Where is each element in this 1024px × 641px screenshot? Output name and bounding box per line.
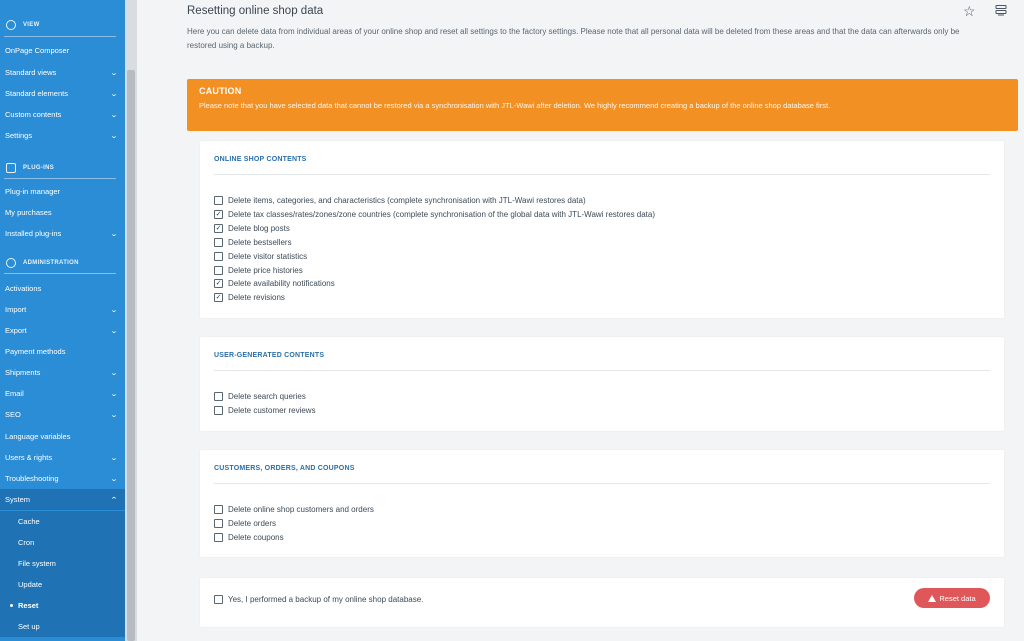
caution-text: Please note that you have selected data that cannot be restored via a synchronisation with JTL-Wawi after deletion. We highly recommend creating a backup of the online shop database first.: [199, 101, 831, 110]
sidebar-divider: [4, 36, 116, 37]
sidebar-group-label: PLUG-INS: [23, 165, 55, 171]
sidebar-item-label: Users & rights: [5, 453, 53, 462]
sidebar-item-settings[interactable]: [0, 125, 125, 146]
checkbox[interactable]: [214, 533, 223, 542]
option-label: Delete coupons: [228, 533, 284, 542]
option-delete-price-histories[interactable]: [214, 264, 303, 277]
caution-title: CAUTION: [199, 86, 242, 96]
option-label: Delete visitor statistics: [228, 252, 308, 261]
section-customers-orders-coupons: [200, 450, 1004, 557]
sidebar: [0, 0, 125, 641]
section-divider: [214, 370, 990, 371]
option-label: Delete tax classes/rates/zones/zone countries (complete synchronisation of the global data with JTL-Wawi restores data): [228, 210, 656, 219]
sidebar-group-plugins: [0, 157, 125, 179]
sidebar-subitem-label: Update: [18, 580, 43, 589]
chevron-down-icon: ⌄: [109, 390, 119, 398]
option-label: Delete availability notifications: [228, 279, 335, 288]
sidebar-item-label: Custom contents: [5, 110, 62, 119]
scrollbar-thumb[interactable]: [127, 70, 135, 641]
checkbox[interactable]: [214, 238, 223, 247]
checkbox-checked[interactable]: ✓: [215, 294, 222, 301]
chevron-down-icon: ⌄: [109, 111, 119, 119]
sidebar-subitem-cron[interactable]: [0, 532, 125, 553]
sidebar-item-label: System: [5, 495, 31, 504]
sidebar-subitem-set-up[interactable]: [0, 616, 125, 637]
reset-data-button-label: Reset data: [939, 593, 976, 603]
sidebar-group-label: VIEW: [23, 22, 40, 28]
sidebar-item-activations[interactable]: [0, 278, 125, 299]
option-backup-confirmed[interactable]: [214, 593, 423, 606]
sidebar-item-payment-methods[interactable]: [0, 341, 125, 362]
chevron-down-icon: ⌄: [109, 90, 119, 98]
sidebar-group-administration: [0, 252, 125, 274]
chevron-down-icon: ⌄: [109, 69, 119, 77]
sidebar-subitem-label: Cron: [18, 538, 35, 547]
page-intro: Here you can delete data from individual areas of your online shop and reset all settings to the factory settings. Please note that all personal data will be deleted from these areas and that the data can afterwards only be restored using a backup.: [187, 27, 960, 50]
sidebar-subitem-label: Reset: [18, 601, 39, 610]
settings-icon[interactable]: [995, 4, 1007, 16]
chevron-down-icon: ⌄: [109, 411, 119, 419]
option-label: Delete blog posts: [228, 224, 290, 233]
chevron-down-icon: ⌄: [109, 132, 119, 140]
sidebar-divider: [4, 273, 116, 274]
sidebar-subitem-cache[interactable]: [0, 511, 125, 532]
checkbox[interactable]: [214, 266, 223, 275]
option-label: Delete orders: [228, 519, 277, 528]
sidebar-group-label: ADMINISTRATION: [23, 260, 79, 266]
sidebar-item-export[interactable]: [0, 320, 125, 341]
chevron-down-icon: ⌄: [109, 306, 119, 314]
chevron-down-icon: ⌄: [109, 475, 119, 483]
sidebar-item-label: Import: [5, 305, 27, 314]
section-title: ONLINE SHOP CONTENTS: [214, 156, 307, 163]
sidebar-item-label: Export: [5, 326, 27, 335]
checkbox[interactable]: [214, 505, 223, 514]
checkbox[interactable]: [214, 392, 223, 401]
option-delete-visitor-statistics[interactable]: [214, 250, 307, 263]
sidebar-item-label: Shipments: [5, 368, 41, 377]
page-title: Resetting online shop data: [187, 5, 324, 17]
sidebar-item-label: Email: [5, 389, 24, 398]
chevron-down-icon: ⌄: [109, 327, 119, 335]
sidebar-item-standard-views[interactable]: [0, 62, 125, 83]
chevron-down-icon: ⌄: [109, 454, 119, 462]
section-divider: [214, 174, 990, 175]
option-delete-availability-notifications[interactable]: [214, 277, 335, 290]
option-delete-items[interactable]: [214, 194, 586, 207]
checkbox-checked[interactable]: ✓: [215, 225, 222, 232]
sidebar-item-label: Standard views: [5, 68, 57, 77]
section-title: USER-GENERATED CONTENTS: [214, 352, 325, 359]
section-title: CUSTOMERS, ORDERS, AND COUPONS: [214, 465, 355, 472]
checkbox[interactable]: [214, 595, 223, 604]
checkbox[interactable]: [214, 196, 223, 205]
option-delete-revisions[interactable]: [214, 291, 285, 304]
checkbox[interactable]: [214, 252, 223, 261]
option-label: Delete search queries: [228, 392, 306, 401]
sidebar-item-plugin-manager[interactable]: [0, 181, 125, 202]
section-divider: [214, 483, 990, 484]
chevron-down-icon: ⌄: [109, 230, 119, 238]
option-delete-bestsellers[interactable]: [214, 236, 292, 249]
sidebar-item-label: Language variables: [5, 432, 71, 441]
section-confirm-backup: [200, 578, 1004, 627]
option-label: Delete online shop customers and orders: [228, 505, 374, 514]
sidebar-item-my-purchases[interactable]: [0, 202, 125, 223]
sidebar-subitem-update[interactable]: [0, 574, 125, 595]
warning-icon: [928, 595, 936, 602]
sidebar-group-view: [0, 14, 125, 36]
reset-data-button[interactable]: [914, 588, 990, 608]
option-label: Delete revisions: [228, 293, 285, 302]
view-icon: [6, 20, 16, 30]
sidebar-item-language-variables[interactable]: [0, 426, 125, 447]
plugin-icon: [6, 163, 16, 173]
section-user-generated-contents: [200, 337, 1004, 431]
sidebar-item-label: Payment methods: [5, 347, 66, 356]
section-online-shop-contents: [200, 141, 1004, 318]
sidebar-divider: [4, 178, 116, 179]
checkbox[interactable]: [214, 406, 223, 415]
option-label: Delete price histories: [228, 266, 303, 275]
option-label: Delete items, categories, and characteristics (complete synchronisation with JTL-Wawi restores data): [228, 196, 586, 205]
caution-alert: [187, 79, 1018, 131]
gear-icon: [6, 258, 16, 268]
star-icon[interactable]: ☆: [963, 3, 976, 19]
sidebar-subitem-label: Cache: [18, 517, 40, 526]
checkbox-checked[interactable]: ✓: [215, 211, 222, 218]
sidebar-item-label: Troubleshooting: [5, 474, 59, 483]
option-delete-blog-posts[interactable]: [214, 222, 290, 235]
sidebar-item-email[interactable]: [0, 383, 125, 404]
option-label: Delete customer reviews: [228, 406, 316, 415]
sidebar-scrollbar[interactable]: [125, 0, 137, 641]
sidebar-item-label: Settings: [5, 131, 33, 140]
checkbox[interactable]: [214, 519, 223, 528]
sidebar-item-label: Installed plug-ins: [5, 229, 62, 238]
sidebar-item-custom-contents[interactable]: [0, 104, 125, 125]
option-label: Yes, I performed a backup of my online shop database.: [228, 595, 424, 604]
option-delete-orders[interactable]: [214, 517, 276, 530]
sidebar-item-label: Activations: [5, 284, 42, 293]
sidebar-subitem-label: Set up: [18, 622, 40, 631]
option-delete-tax-classes[interactable]: [214, 208, 655, 221]
sidebar-item-label: SEO: [5, 410, 21, 419]
sidebar-subitem-reset[interactable]: [0, 595, 125, 616]
sidebar-item-label: Standard elements: [5, 89, 68, 98]
main-content: [137, 0, 1024, 641]
option-delete-search-queries[interactable]: [214, 390, 306, 403]
option-delete-customer-reviews[interactable]: [214, 404, 316, 417]
sidebar-subitem-label: File system: [18, 559, 56, 568]
sidebar-item-shipments[interactable]: [0, 362, 125, 383]
option-delete-customers-and-orders[interactable]: [214, 503, 374, 516]
sidebar-item-installed-plugins[interactable]: [0, 223, 125, 244]
sidebar-item-label: Plug-in manager: [5, 187, 61, 196]
active-bullet-icon: [10, 604, 13, 607]
chevron-up-icon: ⌃: [109, 496, 119, 504]
sidebar-item-seo[interactable]: [0, 404, 125, 425]
sidebar-item-system[interactable]: [0, 489, 125, 510]
sidebar-item-import[interactable]: [0, 299, 125, 320]
sidebar-subitem-file-system[interactable]: [0, 553, 125, 574]
sidebar-item-onpage-composer[interactable]: [0, 40, 125, 61]
chevron-down-icon: ⌄: [109, 369, 119, 377]
option-label: Delete bestsellers: [228, 238, 292, 247]
sidebar-item-users-rights[interactable]: [0, 447, 125, 468]
option-delete-coupons[interactable]: [214, 531, 284, 544]
sidebar-item-label: My purchases: [5, 208, 52, 217]
sidebar-item-standard-elements[interactable]: [0, 83, 125, 104]
checkbox-checked[interactable]: ✓: [215, 280, 222, 287]
sidebar-item-label: OnPage Composer: [5, 46, 70, 55]
sidebar-item-troubleshooting[interactable]: [0, 468, 125, 489]
